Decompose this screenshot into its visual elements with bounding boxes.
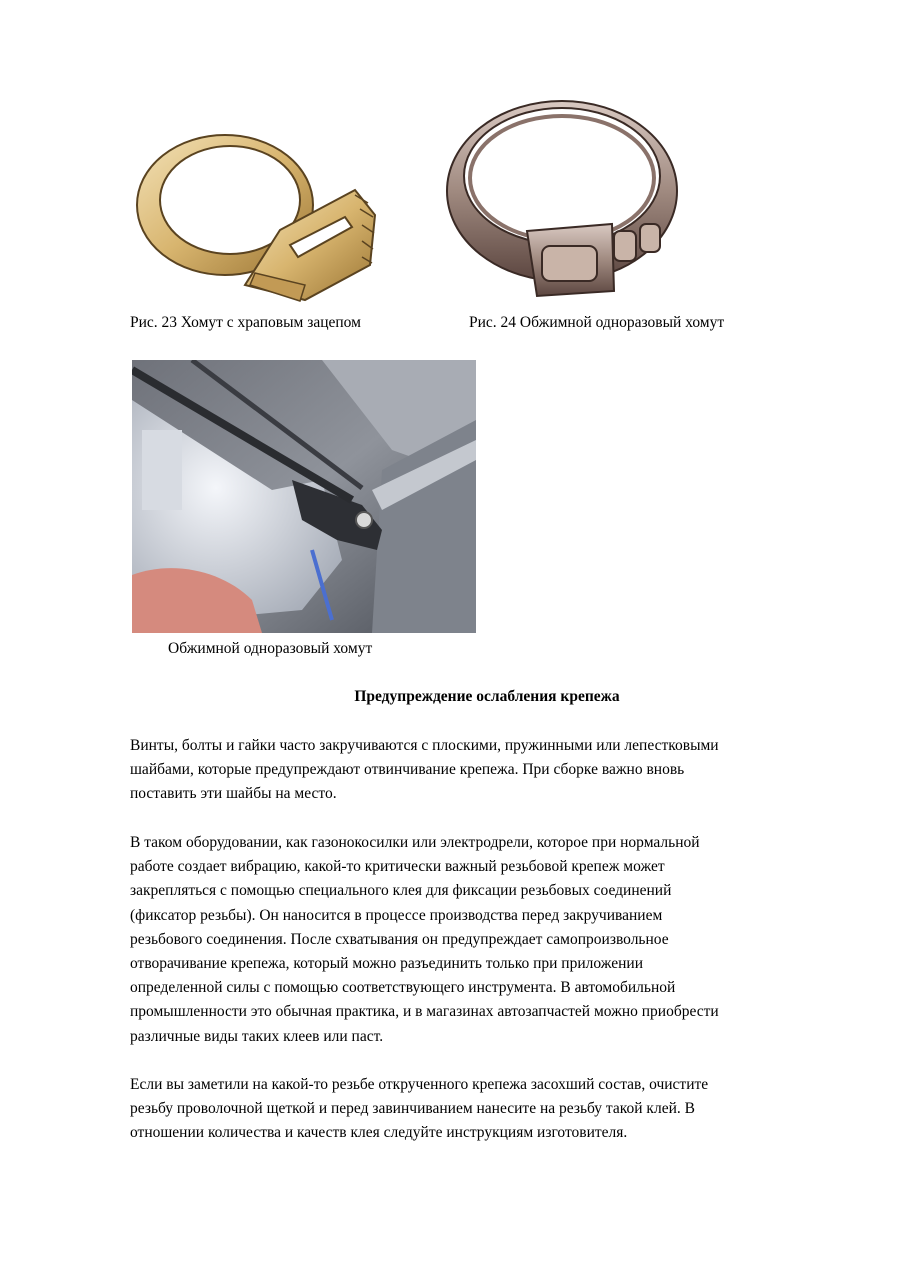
text-line: Винты, болты и гайки часто закручиваются с плоскими, пружинными или лепестковыми	[130, 737, 719, 754]
text-line: работе создает вибрацию, какой-то критически важный резьбовой крепеж может	[130, 858, 665, 876]
text-line: различные виды таких клеев или паст.	[130, 1027, 384, 1045]
text-line: закрепляться с помощью специального клея для фиксации резьбовых соединений	[130, 882, 672, 900]
text-line: отворачивание крепежа, который можно разъединить только при приложении	[130, 955, 644, 973]
photo-caption: Обжимной одноразовый хомут	[168, 640, 373, 657]
crimp-clamp-photo	[132, 360, 476, 633]
paragraph-threadlocker	[130, 831, 840, 1049]
text-line: отношении количества и качеств клея следуйте инструкциям изготовителя.	[130, 1124, 628, 1142]
text-line: определенной силы с помощью соответствующего инструмента. В автомобильной	[130, 979, 676, 997]
text-line: промышленности это обычная практика, и в магазинах автозапчастей можно приобрести	[130, 1003, 719, 1021]
text-line: Если вы заметили на какой-то резьбе открученного крепежа засохший состав, очистите	[130, 1076, 709, 1093]
crimp-clamp-illustration	[442, 96, 682, 301]
text-line: В таком оборудовании, как газонокосилки или электродрели, которое при нормальной	[130, 834, 700, 851]
ratchet-clamp-illustration	[130, 125, 385, 303]
paragraph-cleaning	[130, 1073, 840, 1146]
section-heading: Предупреждение ослабления крепежа	[354, 688, 620, 705]
text-line: шайбами, которые предупреждают отвинчивание крепежа. При сборке важно вновь	[130, 761, 685, 779]
text-line: резьбу проволочной щеткой и перед завинчиванием нанесите на резьбу такой клей. В	[130, 1100, 695, 1118]
text-line: поставить эти шайбы на место.	[130, 785, 337, 803]
figure-24-caption: Рис. 24 Обжимной одноразовый хомут	[469, 314, 725, 331]
text-line: (фиксатор резьбы). Он наносится в процессе производства перед закручиванием	[130, 906, 663, 924]
figure-23-caption: Рис. 23 Хомут с храповым зацепом	[130, 314, 361, 331]
text-line: резьбового соединения. После схватывания он предупреждает самопроизвольное	[130, 930, 669, 948]
paragraph-washers	[130, 734, 840, 807]
